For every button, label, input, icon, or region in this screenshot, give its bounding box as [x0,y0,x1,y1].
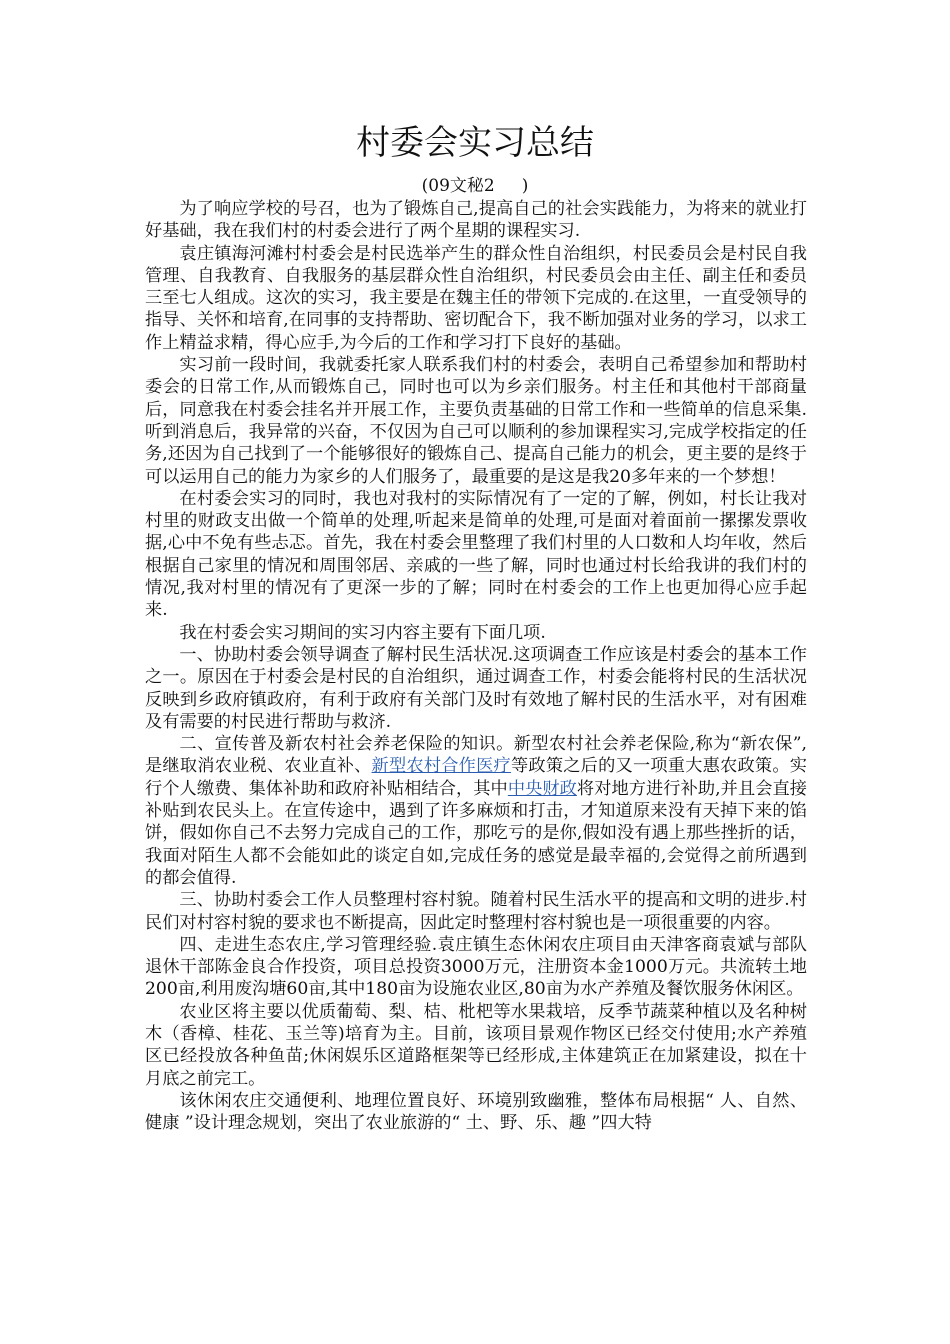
document-body [145,198,807,1134]
paragraph-before-internship: 实习前一段时间，我就委托家人联系我们村的村委会，表明自己希望参加和帮助村委会的日常工作,从而锻炼自己，同时也可以为乡亲们服务。村主任和其他村干部商量后，同意我在村委会挂名并开展工作，主要负责基础的日常工作和一些简单的信息采集.听到消息后，我异常的兴奋，不仅因为自己可以顺利的参加课程实习,完成学校指定的任务,还因为自己找到了一个能够很好的锻炼自己、提高自己能力的机会，更主要的是终于可以运用自己的能力为家乡的人们服务了，最重要的是这是我20多年来的一个梦想！ [145,355,807,487]
paragraph-item-4: 四、走进生态农庄,学习管理经验.袁庄镇生态休闲农庄项目由天津客商袁斌与部队退休干部陈金良合作投资，项目总投资3000万元，注册资本金1000万元。共流转土地200亩,利用废沟塘60亩,其中180亩为设施农业区,80亩为水产养殖及餐饮服务休闲区。 [145,934,807,1000]
paragraph-agriculture-zone: 农业区将主要以优质葡萄、梨、桔、枇杷等水果栽培，反季节蔬菜种植以及名种树木（香樟、桂花、玉兰等)培育为主。目前，该项目景观作物区已经交付使用;水产养殖区已经投放各种鱼苗;休闲娱乐区道路框架等已经形成,主体建筑正在加紧建设，拟在十月底之前完工。 [145,1001,807,1089]
paragraph-content-intro: 我在村委会实习期间的实习内容主要有下面几项. [179,622,546,643]
paragraph-village-committee: 袁庄镇海河滩村村委会是村民选举产生的群众性自治组织，村民委员会是村民自我管理、自我教育、自我服务的基层群众性自治组织，村民委员会由主任、副主任和委员三至七人组成。这次的实习，我主要是在魏主任的带领下完成的.在这里，一直受领导的指导、关怀和培育,在同事的支持帮助、密切配合下，我不断加强对业务的学习，以求工作上精益求精，得心应手,为今后的工作和学习打下良好的基础。 [145,243,807,353]
document-title: 村委会实习总结 [356,123,594,163]
paragraph-item-2-text-c: 将对地方进行补助,并且会直接补贴到农民头上。在宣传途中，遇到了许多麻烦和打击，才知道原来没有天掉下来的馅饼，假如你自己不去努力完成自己的工作，那吃亏的是你,假如没有遇上那些挫折的话，我面对陌生人都不会能如此的谈定自如,完成任务的感觉是最幸福的,会觉得之前所遇到的都会值得. [145,778,807,888]
paragraph-during-internship: 在村委会实习的同时，我也对我村的实际情况有了一定的了解，例如，村长让我对村里的财政支出做一个简单的处理,听起来是简单的处理,可是面对着面前一摞摞发票收据,心中不免有些忐忑。首先，我在村委会里整理了我们村里的人口数和人均年收，然后根据自己家里的情况和周围邻居、亲戚的一些了解，同时也通过村长给我讲的我们村的情况,我对村里的情况有了更深一步的了解；同时在村委会的工作上也更加得心应手起来. [145,488,807,621]
paragraph-item-2 [145,733,807,889]
paragraph-leisure-farm: 该休闲农庄交通便利、地理位置良好、环境别致幽雅，整体布局根据“ 人、自然、健康 ”设计理念规划，突出了农业旅游的“ 土、野、乐、趣 ”四大特 [145,1090,807,1134]
document-subtitle: (09文秘2 ) [421,176,529,196]
link-central-finance[interactable]: 中央财政 [507,778,577,799]
paragraph-intro: 为了响应学校的号召，也为了锻炼自己,提高自己的社会实践能力，为将来的就业打好基础，我在我们村的村委会进行了两个星期的课程实习. [145,199,807,242]
paragraph-item-3: 三、协助村委会工作人员整理村容村貌。随着村民生活水平的提高和文明的进步.村民们对村容村貌的要求也不断提高，因此定时整理村容村貌也是一项很重要的内容。 [145,890,807,933]
paragraph-item-2-text-b: 等政策之后的又一项重大惠农政策。实行个人缴费、集体补助和政府补贴相结合，其中 [145,756,807,799]
link-new-rural-cooperative-medical[interactable]: 新型农村合作医疗 [371,756,511,777]
paragraph-item-2-text-a: 二、宣传普及新农村社会养老保险的知识。新型农村社会养老保险,称为“新农保”,是继取消农业税、农业直补、 [145,734,807,777]
paragraph-item-1: 一、协助村委会领导调查了解村民生活状况.这项调查工作应该是村委会的基本工作之一。原因在于村委会是村民的自治组织，通过调查工作，村委会能将村民的生活状况反映到乡政府镇政府，有利于政府有关部门及时有效地了解村民的生活水平，对有困难及有需要的村民进行帮助与救济. [145,644,807,732]
